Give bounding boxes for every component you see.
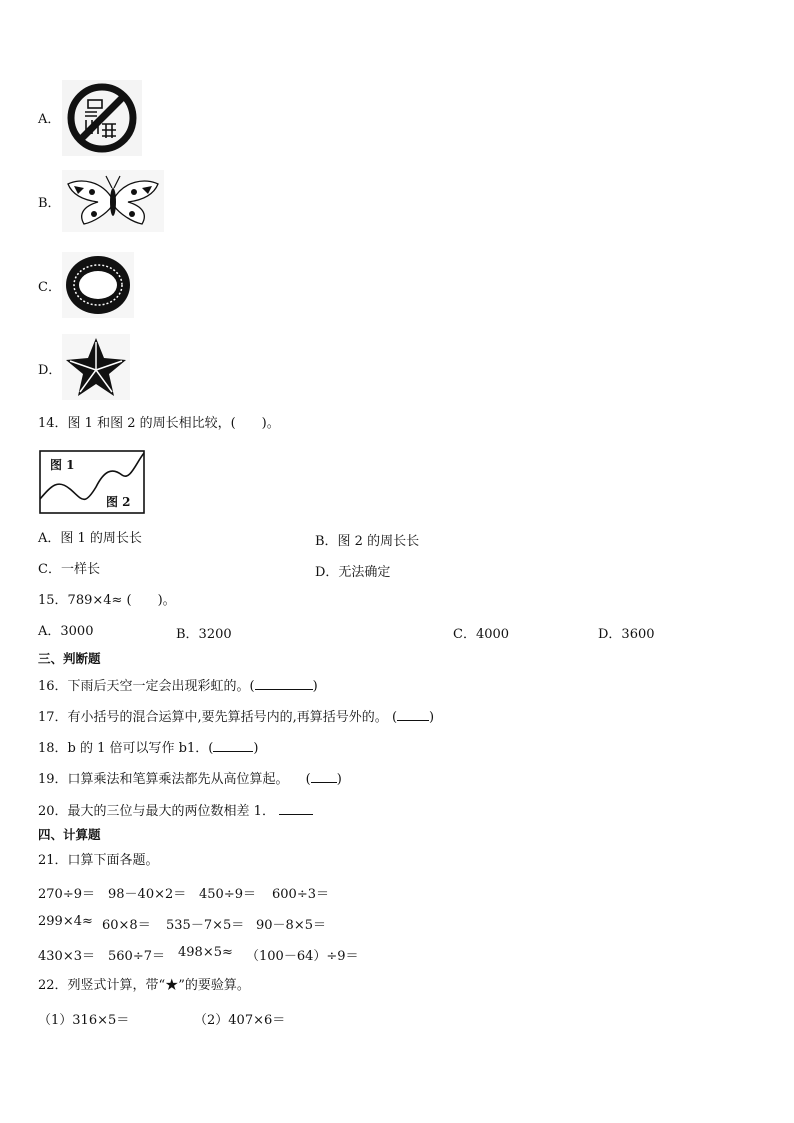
option-label: D． — [38, 363, 62, 378]
q15-option-b: B．3200 — [176, 627, 232, 642]
q21-item: 98－40×2＝ — [108, 887, 187, 902]
figure-label-1: 图 1 — [50, 458, 75, 472]
q16: 16．下雨后天空一定会出现彩虹的。( ) — [38, 676, 318, 696]
section-title-judgment: 三、判断题 — [38, 651, 101, 666]
option-label: C． — [38, 280, 61, 295]
q15-option-a: A．3000 — [38, 624, 94, 639]
q17: 17．有小括号的混合运算中,要先算括号内的,再算括号外的。 ( ) — [38, 707, 434, 727]
q21-item: 60×8＝ — [102, 918, 151, 933]
q14-stem: 14．图 1 和图 2 的周长相比较，( )。 — [38, 416, 280, 431]
q22-stem: 22．列竖式计算，带“★”的要验算。 — [38, 978, 250, 993]
five-petal-star-icon — [62, 334, 130, 400]
ring-icon — [62, 252, 134, 318]
q18: 18．b 的 1 倍可以写作 b1．( ) — [38, 738, 258, 758]
option-label: B． — [38, 196, 61, 211]
q22-item-1: （1）316×5＝ — [38, 1013, 130, 1028]
q14-option-c: C．一样长 — [38, 562, 100, 577]
q14-option-b: B．图 2 的周长长 — [315, 534, 420, 549]
q21-item: 450÷9＝ — [199, 887, 256, 902]
q15-stem: 15．789×4≈ ( )。 — [38, 593, 176, 608]
q19: 19．口算乘法和笔算乘法都先从高位算起。 ( ) — [38, 769, 342, 789]
q15-option-d: D．3600 — [598, 627, 655, 642]
q14-figure — [38, 449, 146, 515]
q21-item: 560÷7＝ — [108, 949, 165, 964]
q21-item: 535－7×5＝ — [166, 918, 245, 933]
q21-item: 90－8×5＝ — [256, 918, 326, 933]
q21-item: 430×3＝ — [38, 949, 95, 964]
q21-item: 270÷9＝ — [38, 887, 95, 902]
q22-item-2: （2）407×6＝ — [194, 1013, 286, 1028]
q20: 20．最大的三位与最大的两位数相差 1． — [38, 801, 313, 821]
figure-label-2: 图 2 — [106, 495, 131, 509]
q21-stem: 21．口算下面各题。 — [38, 853, 159, 868]
butterfly-icon — [62, 170, 164, 232]
q21-item: 600÷3＝ — [272, 887, 329, 902]
option-label: A． — [38, 112, 61, 127]
q14-option-d: D．无法确定 — [315, 565, 391, 580]
q21-item: （100－64）÷9＝ — [246, 949, 359, 964]
no-burning-sign-icon — [62, 80, 142, 156]
q14-option-a: A．图 1 的周长长 — [38, 531, 142, 546]
section-title-calculation: 四、计算题 — [38, 827, 101, 842]
q15-option-c: C．4000 — [453, 627, 510, 642]
q21-item: 299×4≈ — [38, 914, 93, 929]
q21-item: 498×5≈ — [178, 945, 233, 960]
